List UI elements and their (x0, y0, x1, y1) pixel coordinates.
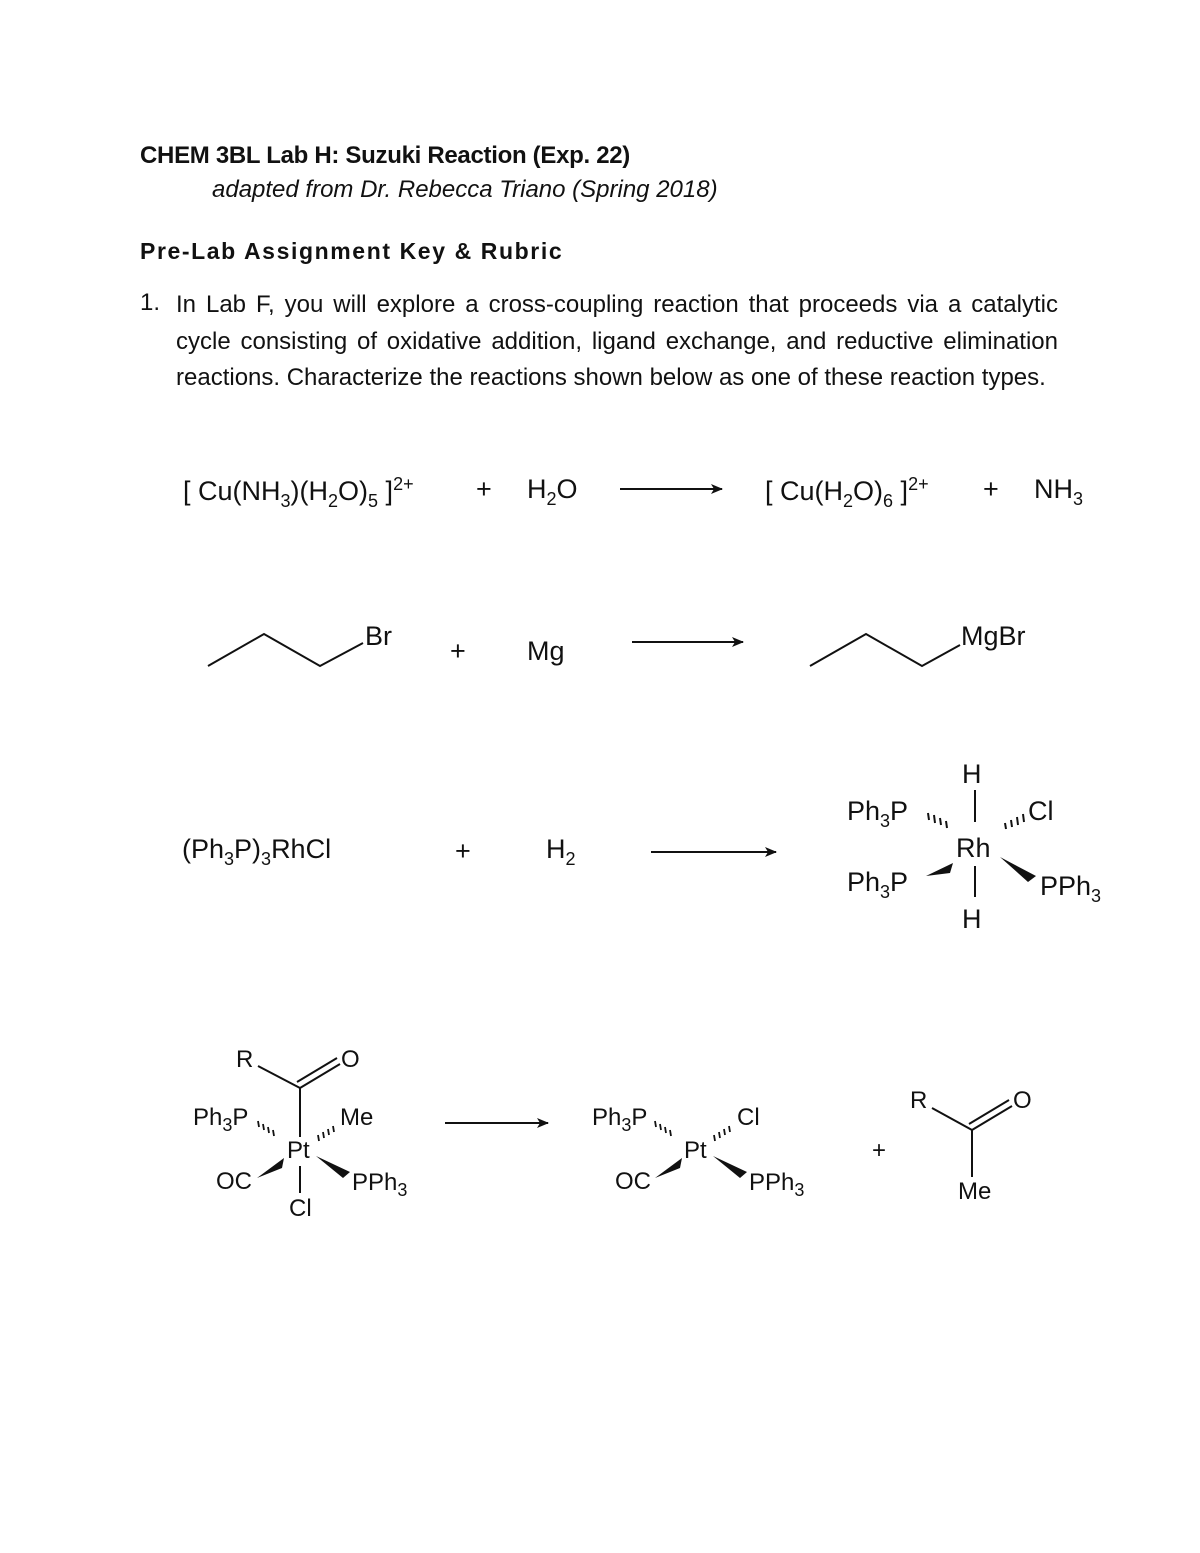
reaction-2 (208, 621, 1026, 666)
wedge-bond-pph3 (1000, 857, 1036, 882)
hashed-bond-cl (1005, 814, 1024, 829)
pph3-left-label: PPh$_3$ (352, 1169, 408, 1200)
reaction-2-plus: + (450, 636, 466, 666)
ph3p-top-label: $Ph_3P$ (847, 796, 909, 831)
question-number: 1. (140, 289, 161, 316)
reaction-4-plus: + (872, 1137, 887, 1164)
bromine-label: Br (365, 621, 392, 651)
hashed-bond-left-ph3p (258, 1121, 274, 1136)
ammonia: $NH_3$ (1034, 474, 1084, 509)
r-group-left: R (236, 1046, 254, 1073)
section-heading: Pre-Lab Assignment Key & Rubric (140, 238, 564, 264)
pph3-right-label: PPh$_3$ (749, 1169, 805, 1200)
hydride-top-label: H (962, 759, 982, 789)
document-subtitle: adapted from Dr. Rebecca Triano (Spring 2018) (212, 176, 718, 203)
ph3p-bottom-label: $Ph_3P$ (847, 867, 909, 902)
hashed-bond-right-cl (714, 1126, 730, 1141)
reaction-3 (182, 759, 1101, 934)
propyl-bromide-chain (208, 634, 363, 666)
reaction-4 (193, 1046, 1032, 1222)
mgbr-label: MgBr (961, 621, 1026, 651)
oxygen-ketone: O (1013, 1087, 1032, 1114)
wedge-bond-ph3p-bottom (926, 863, 953, 876)
chloride-left: Cl (289, 1195, 312, 1222)
platinum-right: Pt (684, 1137, 707, 1164)
water: $H_2O$ (527, 474, 578, 509)
wedge-bond-right-oc (655, 1158, 682, 1178)
rhodium-label: Rh (956, 833, 991, 863)
reaction-1 (183, 474, 1083, 511)
methyl-left: Me (340, 1104, 374, 1131)
magnesium-label: Mg (527, 636, 565, 666)
reaction-3-plus: + (455, 836, 471, 866)
reaction-1-plus-1: + (476, 474, 492, 504)
r-group-ketone: R (910, 1087, 928, 1114)
hashed-bond-right-ph3p (655, 1121, 671, 1136)
hydride-bottom-label: H (962, 904, 982, 934)
ketone-r-bond (932, 1108, 972, 1130)
document-title: CHEM 3BL Lab H: Suzuki Reaction (Exp. 22) (140, 142, 631, 169)
wedge-bond-left-pph3 (316, 1156, 350, 1178)
hashed-bond-ph3p-top (928, 813, 947, 828)
platinum-left: Pt (287, 1137, 310, 1164)
oc-right: OC (615, 1168, 651, 1195)
grignard-chain (810, 634, 960, 666)
pph3-label: PPh$_3$ (1040, 871, 1102, 906)
hashed-bond-left-me (318, 1126, 334, 1141)
wilkinson-catalyst: $(Ph_3P)_3RhCl$ (182, 834, 332, 869)
reaction-1-plus-2: + (983, 474, 999, 504)
chloride-label: Cl (1028, 796, 1054, 826)
copper-ammine-complex: [ $Cu(NH_3)(H_2O)_5$ ]$^{2+}$ (183, 474, 414, 511)
hydrogen-gas: $H_2$ (546, 834, 576, 869)
oc-left: OC (216, 1168, 252, 1195)
ph3p-left-label: $Ph_3P$ (193, 1104, 249, 1135)
r-acyl-bond-left (258, 1066, 300, 1088)
wedge-bond-left-oc (257, 1158, 284, 1178)
copper-hexaaqua-complex: [ $Cu(H_2O)_6$ ]$^{2+}$ (765, 474, 929, 511)
ph3p-right-label: $Ph_3P$ (592, 1104, 648, 1135)
methyl-ketone: Me (958, 1178, 992, 1205)
wedge-bond-right-pph3 (713, 1156, 747, 1178)
question-text: In Lab F, you will explore a cross-coupling reaction that proceeds via a catalytic cycle consisting of oxidative addition, ligand exchange, and reductive elimination reactions. Characterize the reactions shown below as one of these reaction types. (176, 291, 1058, 391)
oxygen-left: O (341, 1046, 360, 1073)
chloride-right: Cl (737, 1104, 760, 1131)
